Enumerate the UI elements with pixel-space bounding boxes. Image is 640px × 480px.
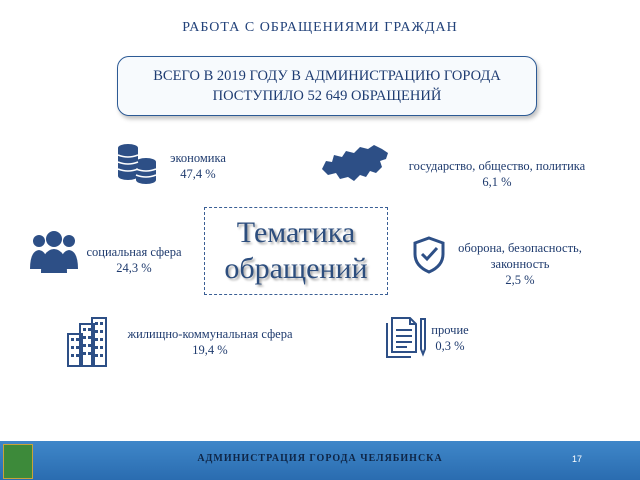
category-other-label: прочие — [431, 323, 469, 337]
topics-heading-box — [204, 207, 388, 295]
category-economy-label: экономика — [170, 151, 226, 165]
category-other-value: 0,3 % — [435, 339, 465, 353]
category-social-value: 24,3 % — [116, 261, 152, 275]
summary-line-1: ВСЕГО В 2019 ГОДУ В АДМИНИСТРАЦИЮ ГОРОДА — [153, 68, 501, 84]
category-state-value: 6,1 % — [482, 175, 512, 189]
documents-pen-icon — [383, 315, 429, 361]
category-economy — [162, 150, 234, 182]
category-housing-value: 19,4 % — [192, 343, 228, 357]
category-defense-line-2: законность — [490, 257, 550, 271]
slide-title: РАБОТА С ОБРАЩЕНИЯМИ ГРАЖДАН — [182, 20, 458, 35]
footer-text: АДМИНИСТРАЦИЯ ГОРОДА ЧЕЛЯБИНСКА — [197, 453, 443, 464]
category-defense-value: 2,5 % — [505, 273, 535, 287]
buildings-icon — [66, 316, 108, 368]
category-economy-value: 47,4 % — [180, 167, 216, 181]
category-housing — [112, 326, 308, 358]
footer-bar — [0, 441, 640, 480]
shield-check-icon — [412, 236, 446, 274]
summary-line-2: ПОСТУПИЛО 52 649 ОБРАЩЕНИЙ — [212, 88, 442, 104]
russia-map-icon — [320, 143, 390, 185]
coins-stack-icon — [113, 140, 159, 186]
topics-heading-line-1: Тематика — [236, 216, 356, 249]
category-state-label: государство, общество, политика — [408, 159, 586, 173]
category-other — [428, 322, 472, 354]
category-defense-line-1: оборона, безопасность, — [458, 241, 582, 255]
category-housing-label: жилищно-коммунальная сфера — [127, 327, 293, 341]
people-group-icon — [29, 229, 79, 275]
category-defense — [448, 240, 592, 288]
page-number: 17 — [571, 454, 582, 464]
topics-heading-line-2: обращений — [224, 252, 368, 285]
summary-box — [117, 56, 537, 116]
category-social-label: социальная сфера — [86, 245, 182, 259]
category-state — [394, 158, 600, 190]
category-social — [78, 244, 190, 276]
